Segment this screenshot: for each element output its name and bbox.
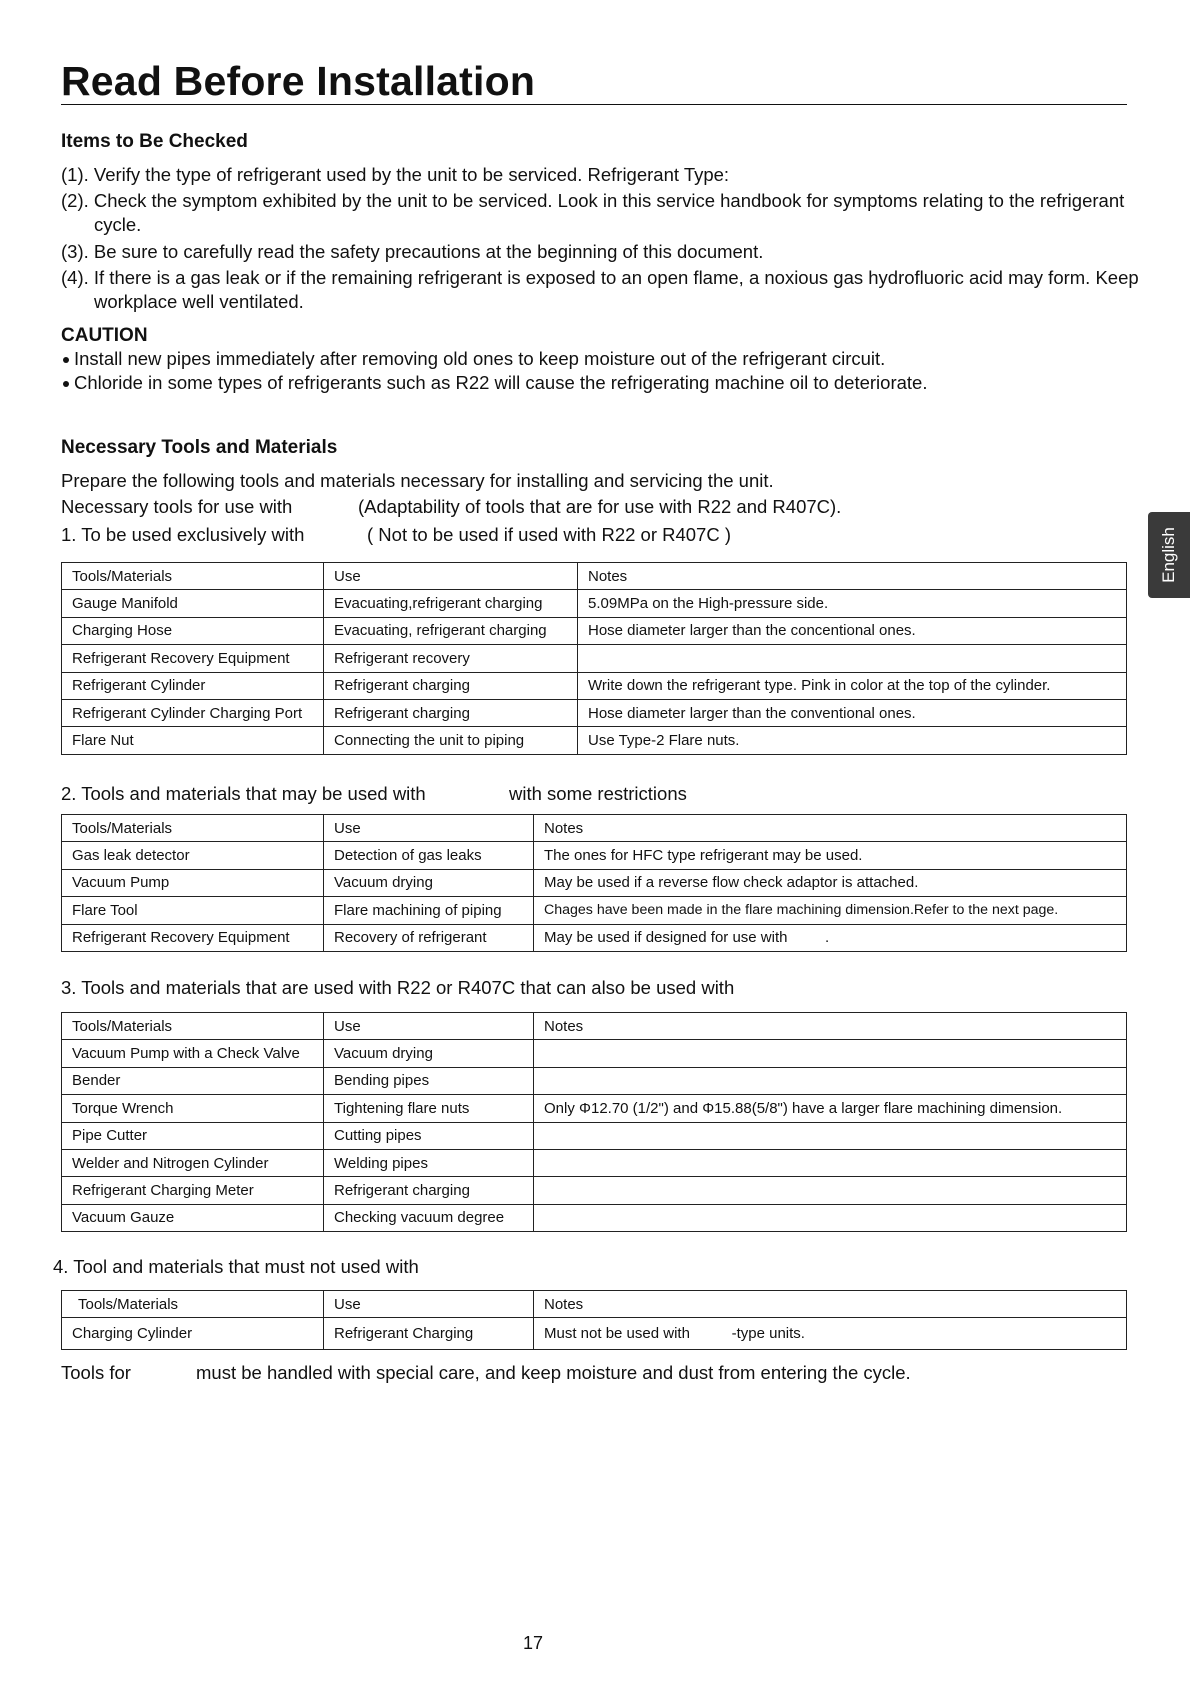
check-item-4: (4). If there is a gas leak or if the remaining refrigerant is exposed to an open flame, a noxious gas hydrofluoric acid may form. Keep workplace well ventilated. — [61, 267, 1139, 312]
table-row — [62, 897, 1127, 924]
header-cell: Tools/Materials — [62, 563, 324, 590]
table-row — [62, 1177, 1127, 1204]
check-item-2: (2). Check the symptom exhibited by the unit to be serviced. Look in this service handbook for symptoms relating to the refrigerant cycle. — [61, 190, 1125, 235]
table-cell: Refrigerant Charging Meter — [62, 1177, 324, 1204]
tools-heading: Necessary Tools and Materials — [61, 437, 338, 458]
table-cell: Bending pipes — [324, 1067, 534, 1094]
table-cell: Evacuating,refrigerant charging — [324, 590, 578, 617]
table-cell — [578, 645, 1127, 672]
table-cell: Recovery of refrigerant — [324, 924, 534, 951]
table-cell: 5.09MPa on the High-pressure side. — [578, 590, 1127, 617]
language-tab-label: English — [1159, 527, 1178, 583]
table-row — [62, 1040, 1127, 1067]
table-row — [62, 1067, 1127, 1094]
section3-title: 3. Tools and materials that are used with R22 or R407C that can also be used with — [61, 977, 735, 998]
bullet-dot-icon — [63, 381, 69, 387]
table-cell: Charging Hose — [62, 617, 324, 644]
table-cell: Refrigerant Recovery Equipment — [62, 645, 324, 672]
table-cell — [534, 1122, 1127, 1149]
table-cell: Refrigerant charging — [324, 672, 578, 699]
table-row — [62, 1204, 1127, 1231]
table-row — [62, 617, 1127, 644]
table-cell: Refrigerant Cylinder — [62, 672, 324, 699]
header-cell: Notes — [534, 815, 1127, 842]
table-cell: Vacuum drying — [324, 1040, 534, 1067]
table-row — [62, 672, 1127, 699]
table-cell — [534, 1149, 1127, 1176]
table-header-row — [62, 1291, 1127, 1318]
table-cell: Refrigerant charging — [324, 1177, 534, 1204]
bullet-dot-icon — [63, 357, 69, 363]
table-cell: Bender — [62, 1067, 324, 1094]
section2-title-left: 2. Tools and materials that may be used with — [61, 783, 426, 804]
caution-bullet-1: Install new pipes immediately after removing old ones to keep moisture out of the refrigerant circuit. — [63, 347, 885, 371]
table-cell: May be used if designed for use with . — [534, 924, 1127, 951]
header-cell: Notes — [534, 1291, 1127, 1318]
table-cell: Gas leak detector — [62, 842, 324, 869]
table-cell: Detection of gas leaks — [324, 842, 534, 869]
table-cell: Vacuum Pump with a Check Valve — [62, 1040, 324, 1067]
table-header-row — [62, 1013, 1127, 1040]
page-number: 17 — [522, 1633, 544, 1653]
table-cell: Refrigerant Recovery Equipment — [62, 924, 324, 951]
table-cell: May be used if a reverse flow check adaptor is attached. — [534, 869, 1127, 896]
table-cell: Torque Wrench — [62, 1095, 324, 1122]
tools-line3-left: 1. To be used exclusively with — [61, 524, 305, 545]
table-exclusive-tools — [61, 562, 1127, 755]
table-cell: Hose diameter larger than the concentional ones. — [578, 617, 1127, 644]
table-restricted-tools — [61, 814, 1127, 952]
check-item-1: (1). Verify the type of refrigerant used by the unit to be serviced. Refrigerant Type: — [61, 164, 730, 185]
table-cell: Evacuating, refrigerant charging — [324, 617, 578, 644]
header-cell: Tools/Materials — [62, 1291, 324, 1318]
footer-note-left: Tools for — [61, 1362, 131, 1383]
header-cell: Tools/Materials — [62, 1013, 324, 1040]
table-row — [62, 842, 1127, 869]
table-row — [62, 645, 1127, 672]
table-row — [62, 1149, 1127, 1176]
table-cell: Vacuum Pump — [62, 869, 324, 896]
table-row — [62, 1095, 1127, 1122]
tools-line2-left: Necessary tools for use with — [61, 496, 293, 517]
header-cell: Notes — [578, 563, 1127, 590]
table-cell: Charging Cylinder — [62, 1318, 324, 1350]
table-cell: Gauge Manifold — [62, 590, 324, 617]
table-cell: Tightening flare nuts — [324, 1095, 534, 1122]
table-cell — [534, 1067, 1127, 1094]
header-cell: Use — [324, 1291, 534, 1318]
table-cell — [534, 1177, 1127, 1204]
table-cell: Flare Nut — [62, 727, 324, 754]
table-cell: Refrigerant charging — [324, 699, 578, 726]
table-cell: Only Φ12.70 (1/2") and Φ15.88(5/8") have a larger flare machining dimension. — [534, 1095, 1127, 1122]
section4-title: 4. Tool and materials that must not used with — [53, 1256, 419, 1277]
table-cell: Welding pipes — [324, 1149, 534, 1176]
header-cell: Notes — [534, 1013, 1127, 1040]
header-cell: Use — [324, 815, 534, 842]
table-header-row — [62, 815, 1127, 842]
table-cell: Vacuum drying — [324, 869, 534, 896]
table-cell: The ones for HFC type refrigerant may be used. — [534, 842, 1127, 869]
table-cell: Pipe Cutter — [62, 1122, 324, 1149]
table-cell: Refrigerant Cylinder Charging Port — [62, 699, 324, 726]
table-cell — [534, 1040, 1127, 1067]
footer-note-right: must be handled with special care, and keep moisture and dust from entering the cycle. — [196, 1362, 911, 1383]
table-cell: Chages have been made in the flare machining dimension.Refer to the next page. — [534, 897, 1127, 924]
table-cell: Cutting pipes — [324, 1122, 534, 1149]
table-row — [62, 924, 1127, 951]
table-row — [62, 699, 1127, 726]
check-item-3: (3). Be sure to carefully read the safety precautions at the beginning of this document. — [61, 241, 764, 262]
table-cell: Must not be used with -type units. — [534, 1318, 1127, 1350]
table-header-row — [62, 563, 1127, 590]
table-cell: Refrigerant Charging — [324, 1318, 534, 1350]
caution-bullet-2: Chloride in some types of refrigerants such as R22 will cause the refrigerating machine oil to deteriorate. — [63, 371, 927, 395]
header-cell: Tools/Materials — [62, 815, 324, 842]
page-title: Read Before Installation — [61, 58, 536, 104]
table-row — [62, 1122, 1127, 1149]
header-cell: Use — [324, 563, 578, 590]
table-cell: Flare Tool — [62, 897, 324, 924]
tools-line2-right: (Adaptability of tools that are for use with R22 and R407C). — [358, 496, 842, 517]
table-cell — [534, 1204, 1127, 1231]
table-cell: Welder and Nitrogen Cylinder — [62, 1149, 324, 1176]
table-row — [62, 869, 1127, 896]
table-cell: Checking vacuum degree — [324, 1204, 534, 1231]
items-checked-heading: Items to Be Checked — [61, 131, 248, 152]
table-cell: Refrigerant recovery — [324, 645, 578, 672]
table-cell: Vacuum Gauze — [62, 1204, 324, 1231]
language-tab-english[interactable] — [1148, 512, 1190, 598]
table-shared-tools — [61, 1012, 1127, 1232]
table-cell: Connecting the unit to piping — [324, 727, 578, 754]
tools-intro: Prepare the following tools and materials necessary for installing and servicing the unit. — [61, 470, 774, 491]
table-row — [62, 1318, 1127, 1350]
tools-line3-right: ( Not to be used if used with R22 or R407C ) — [367, 524, 732, 545]
table-prohibited-tools — [61, 1290, 1127, 1350]
header-cell: Use — [324, 1013, 534, 1040]
table-cell: Hose diameter larger than the conventional ones. — [578, 699, 1127, 726]
table-cell: Write down the refrigerant type. Pink in color at the top of the cylinder. — [578, 672, 1127, 699]
caution-heading: CAUTION — [61, 325, 148, 346]
table-cell: Flare machining of piping — [324, 897, 534, 924]
section2-title-right: with some restrictions — [509, 783, 687, 804]
table-row — [62, 590, 1127, 617]
table-cell: Use Type-2 Flare nuts. — [578, 727, 1127, 754]
table-row — [62, 727, 1127, 754]
title-rule — [61, 104, 1127, 105]
